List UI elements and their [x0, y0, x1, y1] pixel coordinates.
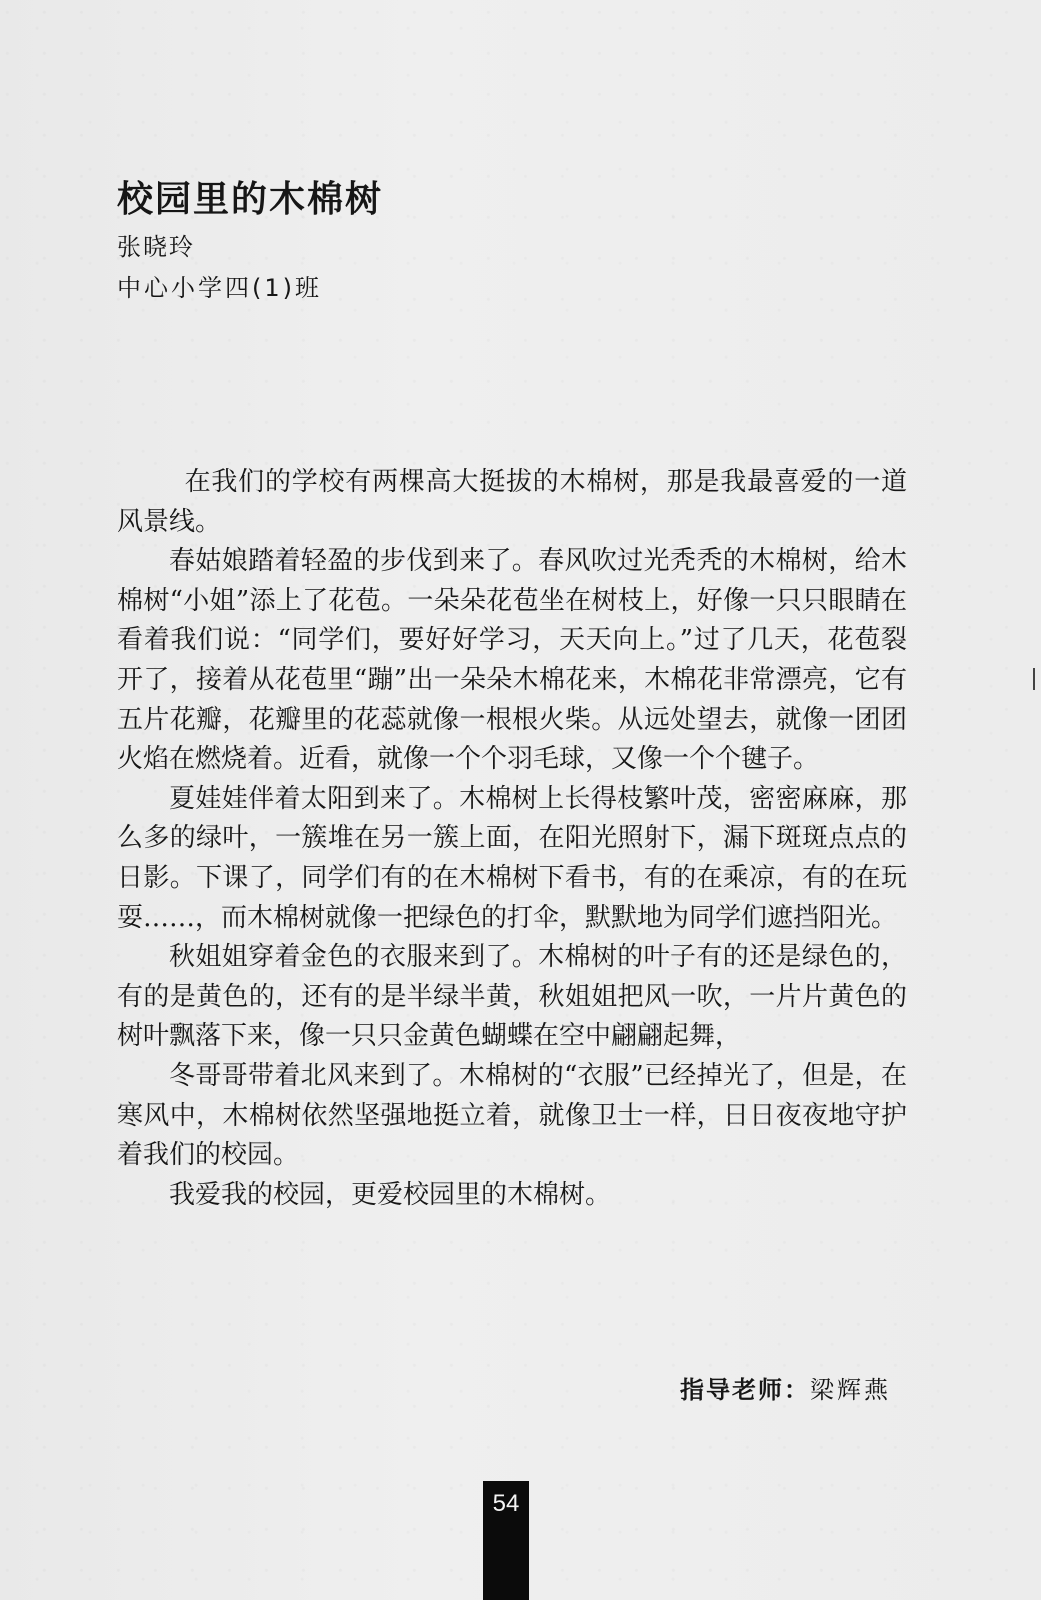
paragraph: 冬哥哥带着北风来到了。木棉树的“衣服”已经掉光了，但是，在寒风中，木棉树依然坚强地挺立着，就像卫士一样，日日夜夜地守护着我们的校园。	[117, 1060, 907, 1171]
instructor-name: 梁辉燕	[810, 1376, 891, 1404]
instructor-label: 指导老师：	[680, 1376, 810, 1404]
paragraph: 夏娃娃伴着太阳到来了。木棉树上长得枝繁叶茂，密密麻麻，那么多的绿叶，一簇堆在另一簇上面，在阳光照射下，漏下斑斑点点的日影。下课了，同学们有的在木棉树下看书，有的在乘凉，有的在玩耍……，而木棉树就像一把绿色的打伞，默默地为同学们遮挡阳光。	[117, 783, 907, 933]
page-number-tab	[483, 1481, 529, 1600]
paragraph: 我爱我的校园，更爱校园里的木棉树。	[169, 1179, 612, 1210]
article-author: 张晓玲	[117, 233, 195, 261]
paragraph: 秋姐姐穿着金色的衣服来到了。木棉树的叶子有的还是绿色的，有的是黄色的，还有的是半绿半黄，秋姐姐把风一吹，一片片黄色的树叶飘落下来，像一只只金黄色蝴蝶在空中翩翩起舞，	[117, 942, 907, 1052]
page-number: 54	[492, 1490, 520, 1517]
instructor-credit	[680, 1373, 891, 1407]
author-school-class: 中心小学四(1)班	[117, 274, 322, 302]
paragraph: 春姑娘踏着轻盈的步伐到来了。春风吹过光秃秃的木棉树，给木棉树“小姐”添上了花苞。一朵朵花苞坐在树枝上，好像一只只眼睛在看着我们说：“同学们，要好好学习，天天向上。”过了几天，花苞裂开了，接着从花苞里“蹦”出一朵朵木棉花来，木棉花非常漂亮，它有五片花瓣，花瓣里的花蕊就像一根根火柴。从远处望去，就像一团团火焰在燃烧着。近看，就像一个个羽毛球，又像一个个毽子。	[117, 546, 907, 775]
scan-edge-mark	[1033, 668, 1035, 690]
article-body	[117, 463, 907, 1215]
paragraph: 在我们的学校有两棵高大挺拔的木棉树，那是我最喜爱的一道风景线。	[117, 467, 907, 537]
article-title: 校园里的木棉树	[117, 179, 384, 220]
